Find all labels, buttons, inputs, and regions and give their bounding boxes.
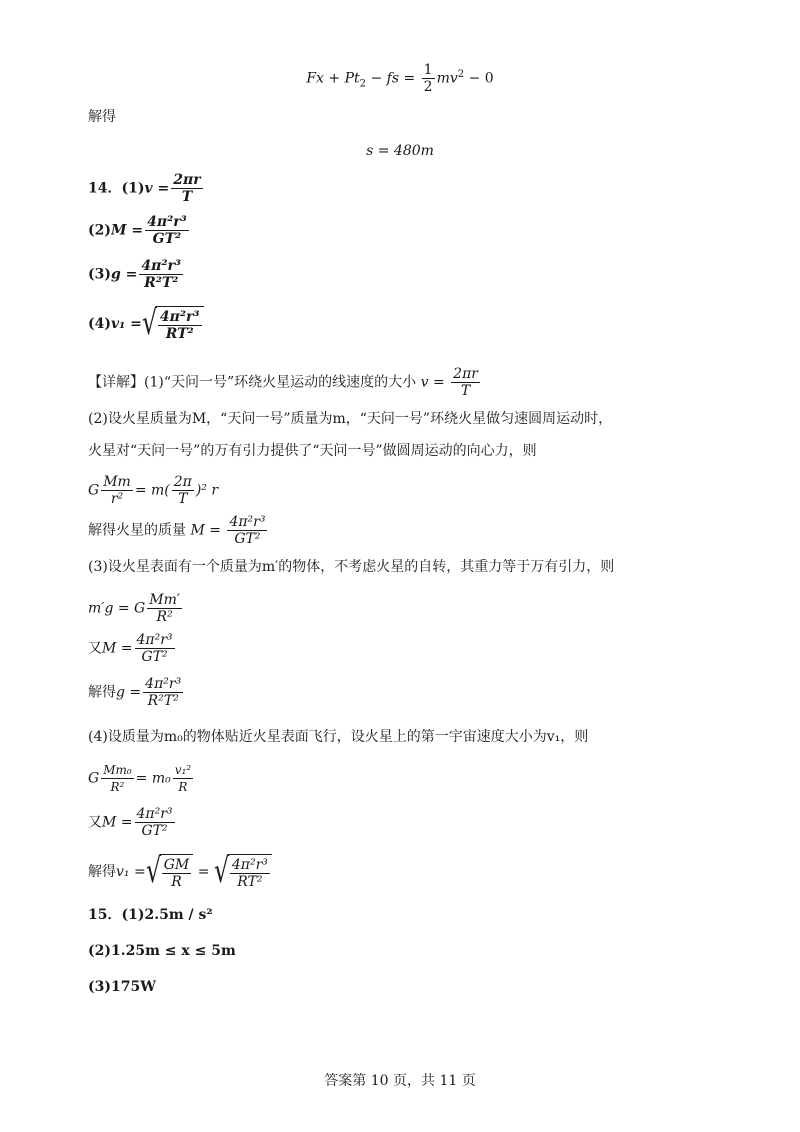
answer-15-2: (2)1.25m ≤ x ≤ 5m — [88, 943, 236, 959]
text-line: 解得 — [88, 109, 116, 125]
detail-4: (3)设火星表面有一个质量为m′的物体，不考虑火星的自转，其重力等于万有引力，则 — [88, 559, 615, 575]
eq-part: − 0 — [464, 70, 494, 87]
equation-weight: m′g = G $\frac{Mm'}{\text{R²}}$ — [88, 592, 181, 625]
answer-14-1: 14．(1)v = $\frac{2\pi r}{T}$ — [88, 172, 201, 205]
answer-15-1: 15．(1)2.5m / s² — [88, 907, 213, 923]
answer-15-3: (3)175W — [88, 979, 156, 995]
detail-2: (2)设火星质量为M，“天问一号”质量为m，“天问一号”环绕火星做匀速圆周运动时， — [88, 411, 613, 427]
s-result: s = 480m — [366, 143, 434, 159]
answer-14-4: (4)v₁ = √ $\frac{\text{4π²r³}}{\text{RT²}}$ — [88, 306, 204, 342]
v1-result: 解得v₁ = √ $\frac{GM}{R}$ = √ $\frac{\text{4π²r³}}{\text{RT²}}$ — [88, 854, 272, 890]
answer-14-3: (3)g = $\frac{\text{4π²r³}}{\text{R²T²}}$ — [88, 258, 182, 291]
eq-part: Fx + Pt — [306, 70, 360, 87]
detail-1: 【详解】(1)“天问一号”环绕火星运动的线速度的大小 v = $\frac{2\pi r}{T}$ — [88, 366, 478, 399]
eq-part: − fs = — [366, 70, 420, 87]
answer-14-2: (2)M = $\frac{\text{4π²r³}}{\text{GT²}}$ — [88, 214, 187, 247]
equation-gravity: G $\frac{Mm}{\text{r²}}$ = m( $\frac{2\pi}{T}$ )² r — [88, 474, 219, 507]
detail-3: 火星对“天问一号”的万有引力提供了“天问一号”做圆周运动的向心力，则 — [88, 443, 537, 459]
mass-result: 解得火星的质量 M = $\frac{\text{4π²r³}}{\text{GT²}}$ — [88, 514, 266, 547]
fraction: $\frac{1}{2}$ — [423, 62, 433, 95]
equation-M-2: 又M = $\frac{\text{4π²r³}}{\text{GT²}}$ — [88, 806, 173, 839]
page-footer: 答案第 10 页，共 11 页 — [324, 1073, 476, 1089]
detail-5: (4)设质量为m₀的物体贴近火星表面飞行，设火星上的第一宇宙速度大小为v₁，则 — [88, 729, 589, 745]
energy-equation: $Fx + Pt_2$ − fs = $\frac{1}{2}$ $mv^2 - 0$ — [306, 62, 494, 95]
equation-orbit: G $\frac{\text{Mm₀}}{\text{R²}}$ = m₀ $\frac{\text{v₁²}}{R}$ — [88, 763, 192, 794]
eq-part: mv — [436, 70, 458, 87]
equation-M: 又M = $\frac{\text{4π²r³}}{\text{GT²}}$ — [88, 632, 173, 665]
g-result: 解得g = $\frac{\text{4π²r³}}{\text{R²T²}}$ — [88, 676, 182, 709]
